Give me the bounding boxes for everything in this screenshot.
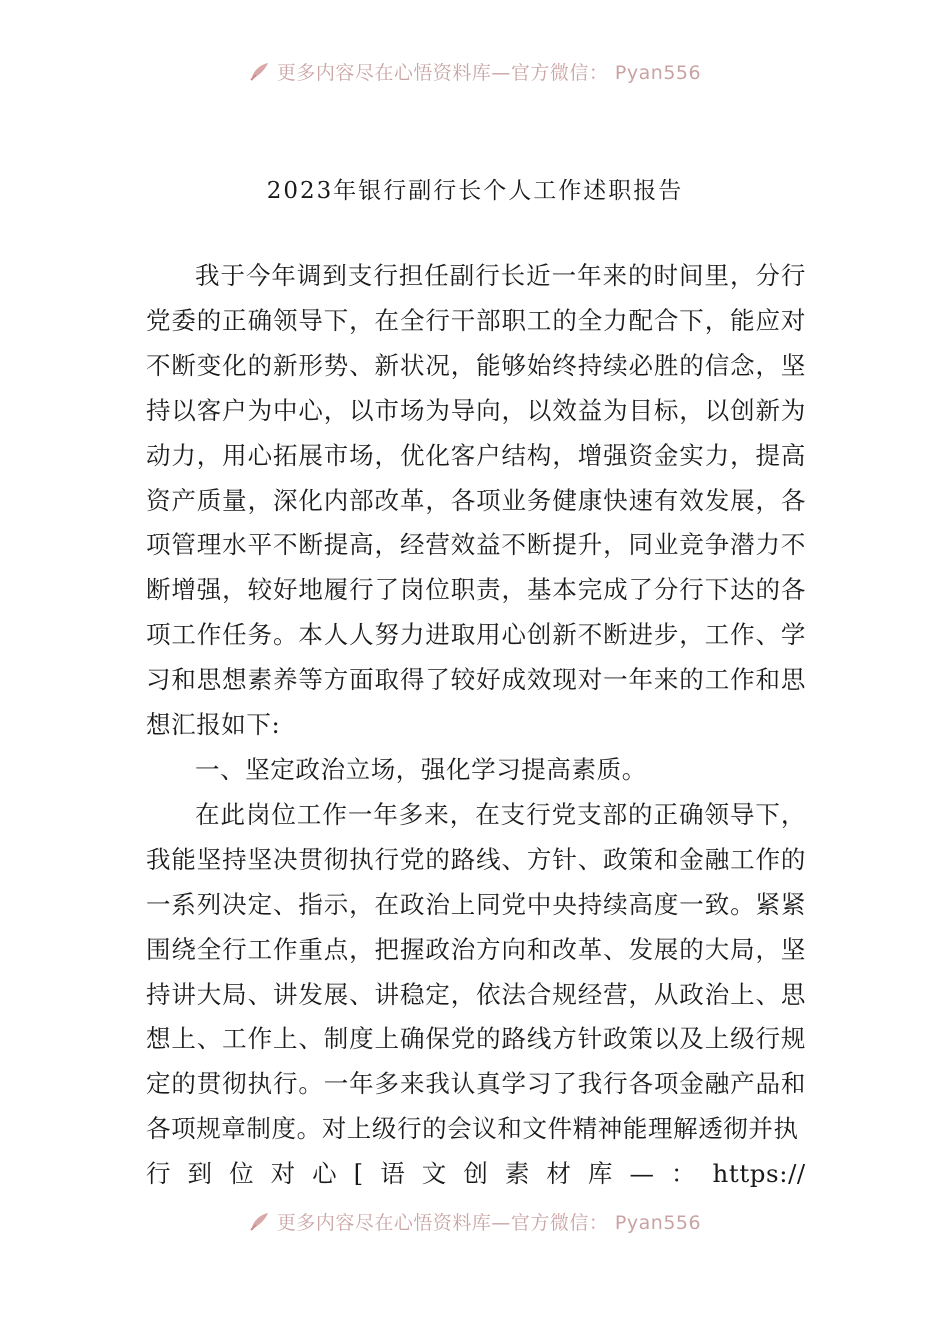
last-line-char: 材 [546,1159,572,1189]
last-line-char: 语 [380,1159,406,1189]
section-heading-1: 一、坚定政治立场，强化学习提高素质。 [195,754,647,784]
paragraph-intro: 我于今年调到支行担任副行长近一年来的时间里，分行党委的正确领导下，在全行干部职工的全力配合下，能应对不断变化的新形势、新状况，能够始终持续必胜的信念，坚持以客户为中心，以市场为导向，以效益为目标，以创新为动力，用心拓展市场，优化客户结构，增强资金实力，提高资产质量，深化内部改革，各项业务健康快速有效发展，各项管理水平不断提高，经营效益不断提升，同业竞争潜力不断增强，较好地履行了岗位职责，基本完成了分行下达的各项工作任务。本人人努力进取用心创新不断进步，工作、学习和思想素养等方面取得了较好成效现对一年来的工作和思想汇报如下: [146,261,806,740]
last-line-char: 对 [270,1159,296,1189]
paragraph-last-line [146,1152,806,1197]
last-line-char: 库 [587,1159,614,1189]
pen-logo-icon [249,1210,271,1232]
watermark-text: 更多内容尽在心悟资料库—官方微信： Pyan556 [276,61,702,84]
last-line-char: 创 [463,1159,489,1189]
last-line-char: 文 [421,1159,447,1189]
last-line-char: ： [670,1159,697,1189]
last-line-char: 位 [229,1159,255,1189]
last-line-char: https:// [712,1159,806,1189]
last-line-char: — [629,1159,655,1189]
last-line-char: 素 [504,1159,530,1189]
document-body [146,254,806,1197]
watermark-text: 更多内容尽在心悟资料库—官方微信： Pyan556 [276,1211,702,1234]
watermark-header [0,56,950,86]
last-line-char: 行 [146,1159,172,1189]
document-title: 2023年银行副行长个人工作述职报告 [266,178,684,204]
watermark-footer [0,1206,950,1236]
last-line-char: 到 [187,1159,213,1189]
paragraph-section-1: 在此岗位工作一年多来，在支行党支部的正确领导下，我能坚持坚决贯彻执行党的路线、方针、政策和金融工作的一系列决定、指示，在政治上同党中央持续高度一致。紧紧围绕全行工作重点，把握政治方向和改革、发展的大局，坚持讲大局、讲发展、讲稳定，依法合规经营，从政治上、思想上、工作上、制度上确保党的路线方针政策以及上级行规定的贯彻执行。一年多来我认真学习了我行各项金融产品和各项规章制度。对上级行的会议和文件精神能理解透彻并执 [146,799,806,1144]
last-line-char: [ [353,1159,364,1189]
last-line-char: 心 [312,1159,338,1189]
pen-logo-icon [249,60,271,82]
